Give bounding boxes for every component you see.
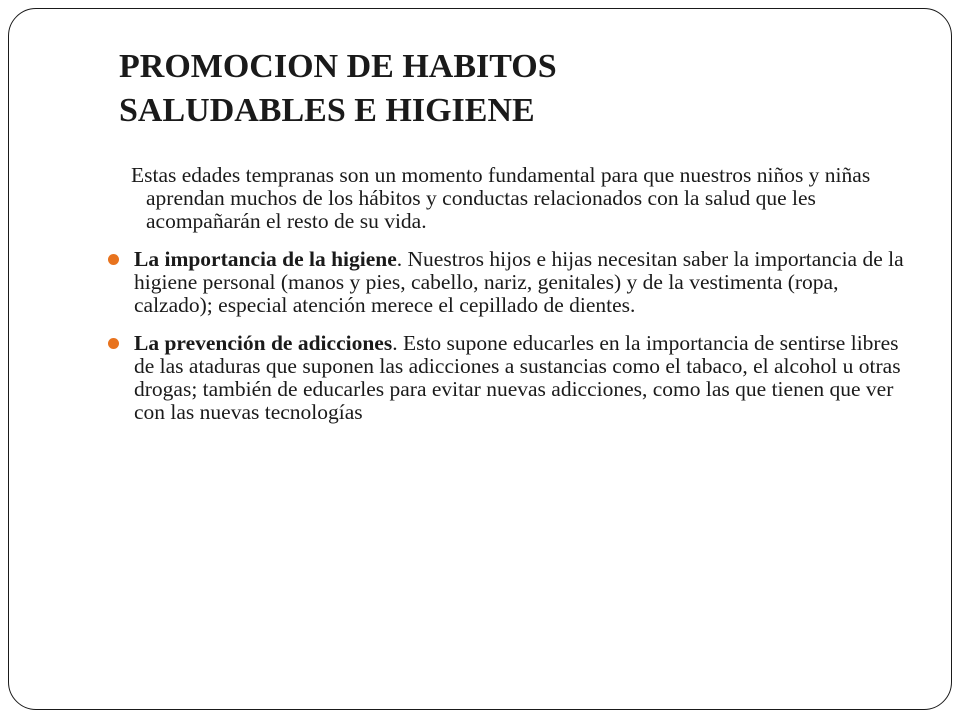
bullet-dot-icon <box>108 338 119 349</box>
slide-body <box>9 164 953 424</box>
slide-frame <box>8 8 952 710</box>
title-line-1: PROMOCION DE HABITOS <box>119 48 557 85</box>
bullet-dot-icon <box>108 254 119 265</box>
bullet-lead-addictions: La prevención de adicciones <box>134 331 393 355</box>
bullet-item-hygiene <box>9 248 953 317</box>
title-line-2: SALUDABLES E HIGIENE <box>119 92 535 129</box>
bullet-lead-hygiene: La importancia de la higiene <box>134 247 397 271</box>
bullet-item-addictions <box>9 332 953 424</box>
bullet-text-addictions: . Esto supone educarles en la importancia de sentirse libres de las ataduras que suponen las adicciones a sustancias como el tabaco, el alcohol u otras drogas; también de educarles para evitar nuevas adicciones, como las que tienen que ver con las nuevas tecnologías <box>134 331 901 424</box>
slide-title <box>119 45 879 133</box>
bullet-text-hygiene: . Nuestros hijos e hijas necesitan saber la importancia de la higiene personal (manos y pies, cabello, nariz, genitales) y de la vestimenta (ropa, calzado); especial atención merece el cepillado de dientes. <box>134 247 904 317</box>
intro-paragraph: Estas edades tempranas son un momento fundamental para que nuestros niños y niñas aprendan muchos de los hábitos y conductas relacionados con la salud que les acompañarán el resto de su vida. <box>131 163 871 233</box>
